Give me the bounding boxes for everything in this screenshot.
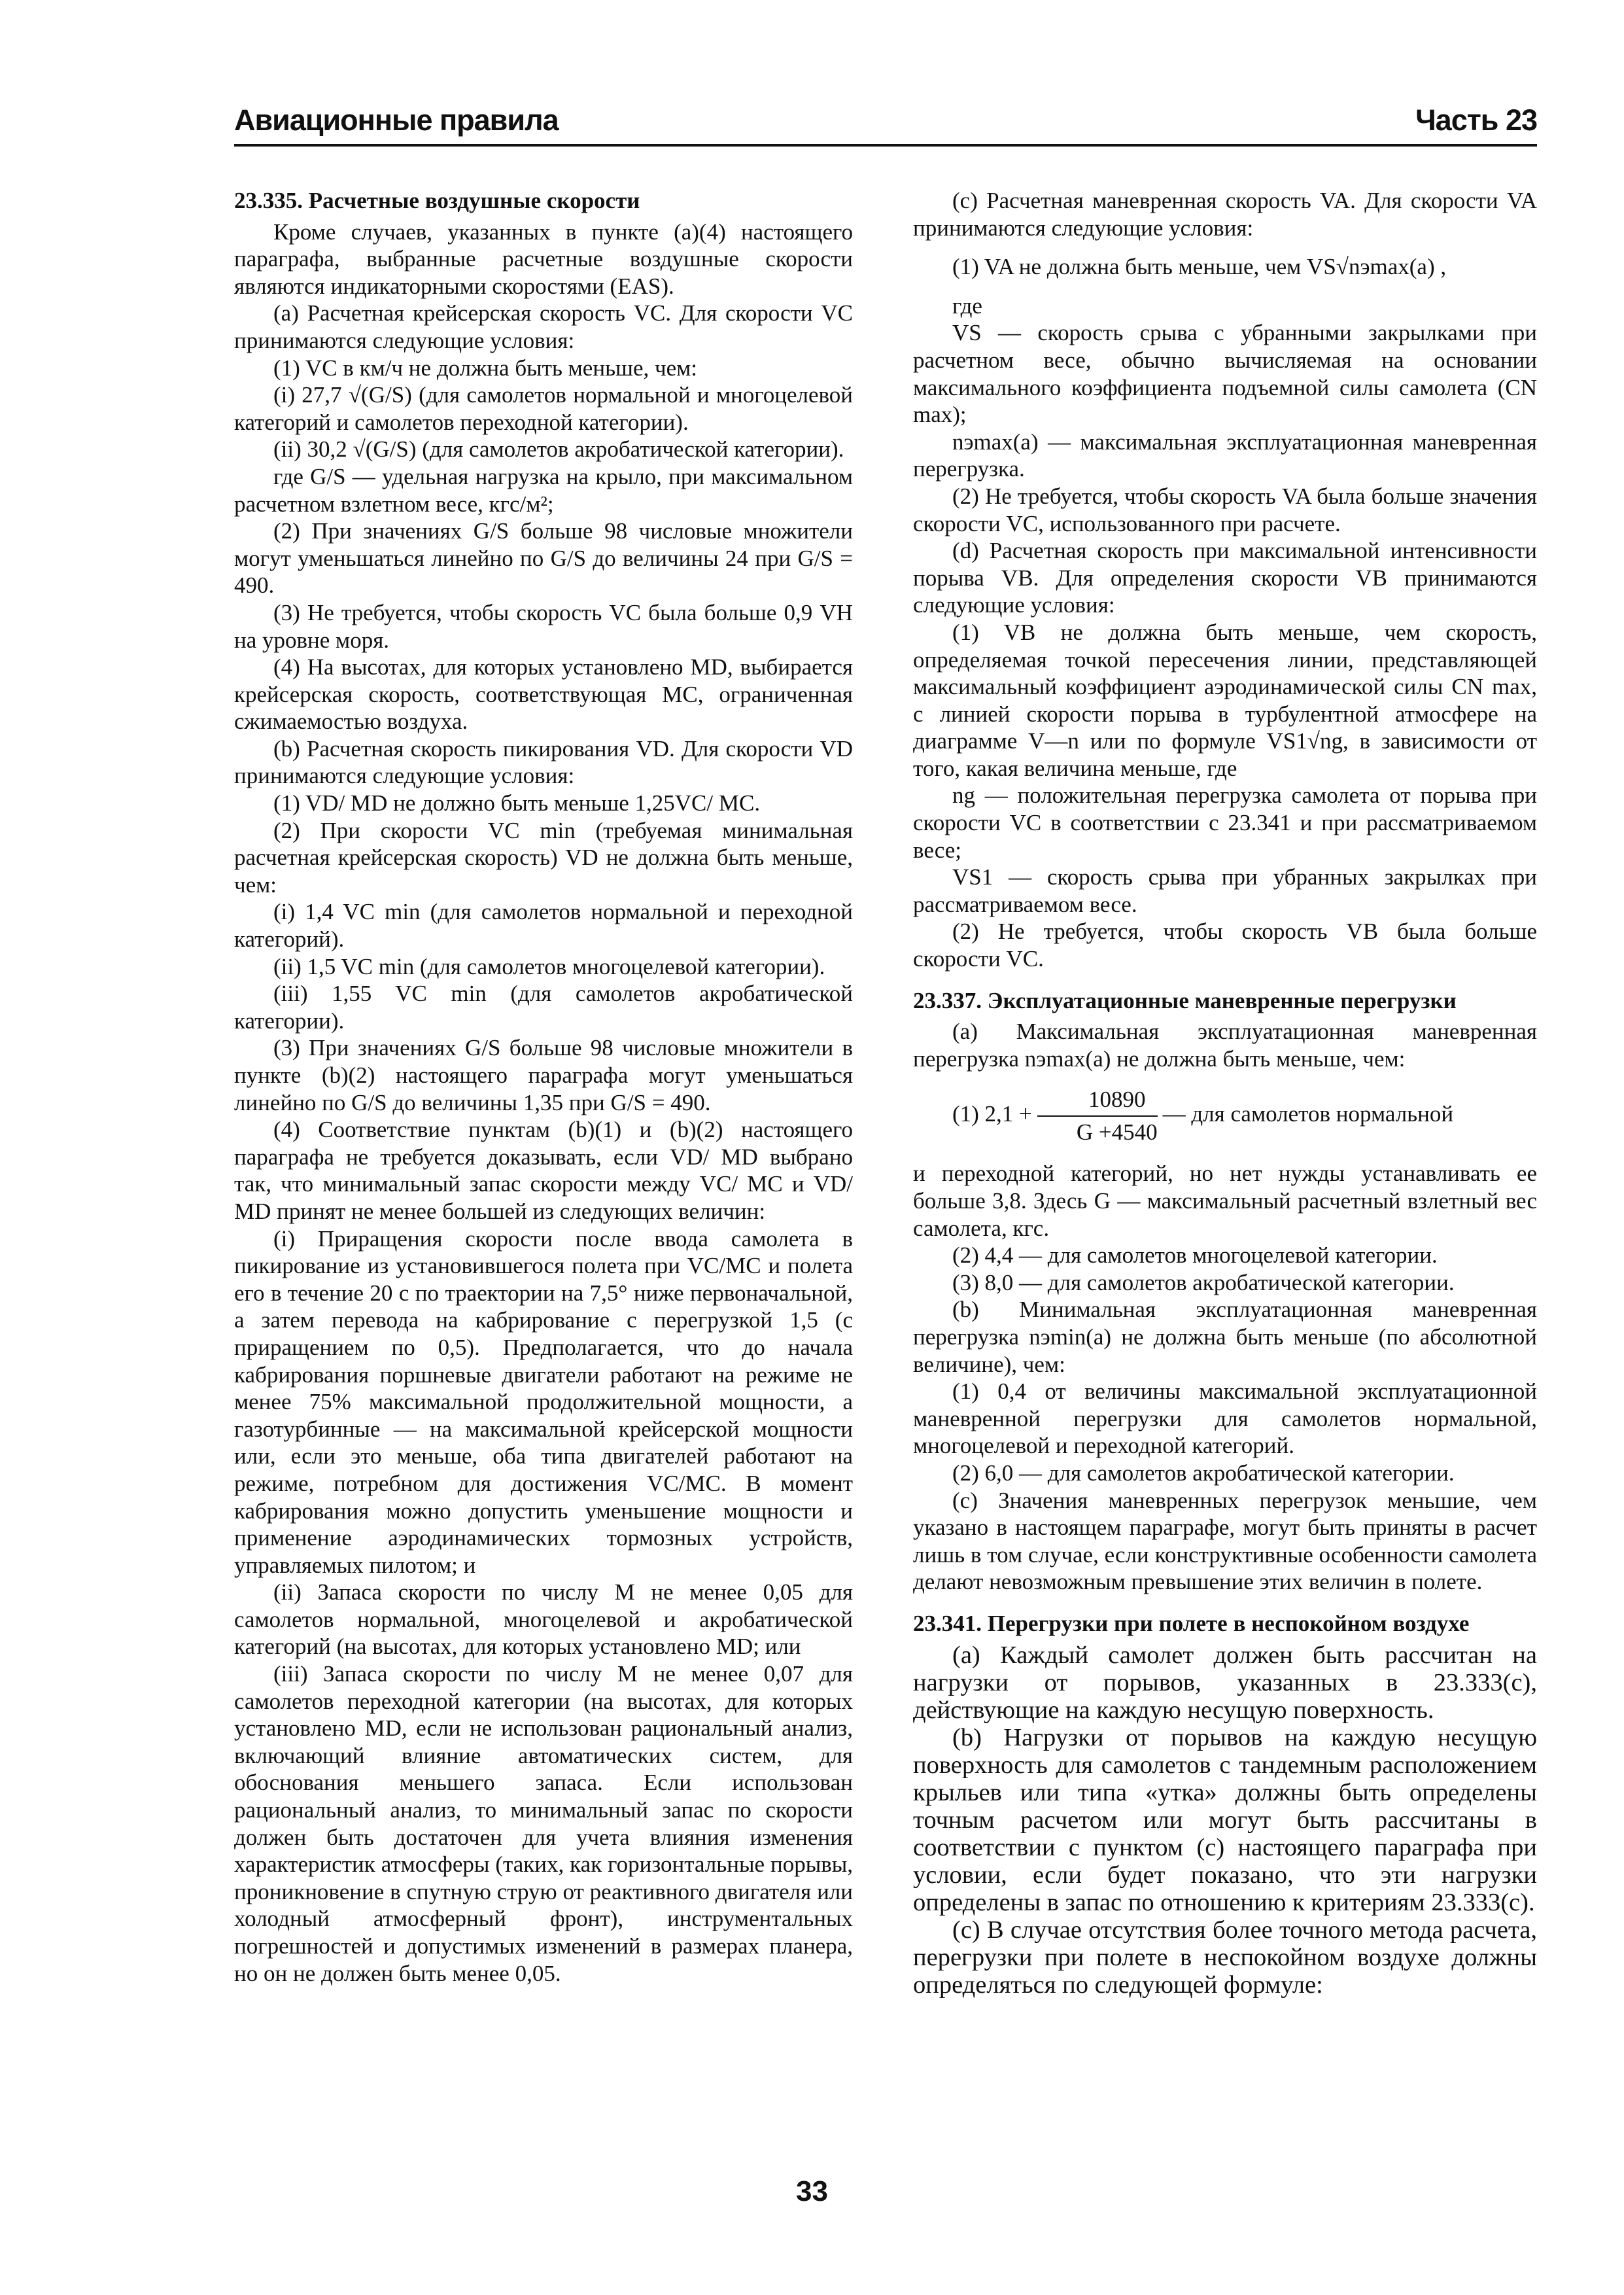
fraction-denominator: G +4540 bbox=[1076, 1119, 1158, 1146]
paragraph: (2) При скорости VC min (требуемая минимальная расчетная крейсерская скорость) VD не должна быть меньше, чем: bbox=[234, 817, 853, 898]
paragraph: VS — скорость срыва с убранными закрылками при расчетном весе, обычно вычисляемая на основании максимального коэффициента подъемной силы самолета (CN max); bbox=[913, 320, 1537, 428]
right-column bbox=[913, 187, 1537, 1999]
paragraph: nэmax(a) — максимальная эксплуатационная маневренная перегрузка. bbox=[913, 429, 1537, 482]
paragraph: (с) Расчетная маневренная скорость VA. Для скорости VA принимаются следующие условия: bbox=[913, 188, 1537, 241]
paragraph: ng — положительная перегрузка самолета от порыва при скорости VC в соответствии с 23.341 и при рассматриваемом весе; bbox=[913, 782, 1537, 863]
paragraph: (2) При значениях G/S больше 98 числовые множители могут уменьшаться линейно по G/S до величины 24 при G/S = 490. bbox=[234, 518, 853, 599]
header-title: Авиационные правила bbox=[234, 103, 559, 137]
paragraph: (d) Расчетная скорость при максимальной интенсивности порыва VB. Для определения скорости VB принимаются следующие условия: bbox=[913, 538, 1537, 618]
paragraph: (а) Расчетная крейсерская скорость VC. Для скорости VC принимаются следующие условия: bbox=[234, 300, 853, 353]
paragraph: (3) 8,0 — для самолетов акробатической категории. bbox=[952, 1269, 1455, 1295]
left-column bbox=[234, 187, 853, 1987]
formula-suffix: — для самолетов нормальной bbox=[1162, 1101, 1454, 1127]
paragraph: (с) Значения маневренных перегрузок меньшие, чем указано в настоящем параграфе, могут быть приняты в расчет лишь в том случае, если конструктивные особенности самолета делают невозможным превышение этих величин в полете. bbox=[913, 1487, 1537, 1595]
paragraph: (3) Не требуется, чтобы скорость VC была больше 0,9 VH на уровне моря. bbox=[234, 599, 853, 653]
paragraph: (2) 6,0 — для самолетов акробатической категории. bbox=[952, 1460, 1455, 1486]
paragraph: (b) Расчетная скорость пикирования VD. Для скорости VD принимаются следующие условия: bbox=[234, 735, 853, 789]
paragraph: (1) VD/ MD не должно быть меньше 1,25VC/ MC. bbox=[273, 790, 761, 816]
paragraph: (3) При значениях G/S больше 98 числовые множители в пункте (b)(2) настоящего параграфа могут уменьшаться линейно по G/S до величины 1,35 при G/S = 490. bbox=[234, 1035, 853, 1115]
paragraph: (i) Приращения скорости после ввода самолета в пикирование из установившегося полета при VC/MC и полета его в течение 20 с по траектории на 7,5° ниже первоначальной, а затем перевода на кабрирование с перегрузкой 1,5 (с приращением по 0,5). Предполагается, что до начала кабрирования поршневые двигатели работают на режиме не менее 75% максимальной продолжительной мощности, а газотурбинные — на максимальной крейсерской мощности или, если это меньше, оба типа двигателей работают на режиме, потребном для достижения VC/MC. В момент кабрирования можно допустить уменьшение мощности и применение аэродинамических тормозных устройств, управляемых пилотом; и bbox=[234, 1225, 853, 1578]
paragraph: (2) 4,4 — для самолетов многоцелевой категории. bbox=[952, 1242, 1438, 1269]
paragraph: (iii) 1,55 VC min (для самолетов акробатической категории). bbox=[234, 981, 853, 1034]
paragraph: где bbox=[952, 292, 982, 319]
paragraph: (i) 1,4 VC min (для самолетов нормальной и переходной категорий). bbox=[234, 899, 853, 953]
paragraph: где G/S — удельная нагрузка на крыло, при максимальном расчетном взлетном весе, кгс/м²; bbox=[234, 463, 853, 517]
paragraph: (а) Каждый самолет должен быть рассчитан на нагрузки от порывов, указанных в 23.333(с), действующие на каждую несущую поверхность. bbox=[913, 1641, 1537, 1724]
paragraph: (iii) Запаса скорости по числу М не менее 0,07 для самолетов переходной категории (на высотах, для которых установлено MD, если не использован рациональный анализ, включающий влияние автоматических систем, для обоснования меньшего запаса. Если использован рациональный анализ, то минимальный запас по скорости должен быть достаточен для учета влияния изменения характеристик атмосферы (таких, как горизонтальные порывы, проникновение в спутную струю от реактивного двигателя или холодный атмосферный фронт), инструментальных погрешностей и допустимых изменений в размерах планера, но он не должен быть менее 0,05. bbox=[234, 1661, 853, 1986]
paragraph: (а) Максимальная эксплуатационная маневренная перегрузка nэmax(a) не должна быть меньше, чем: bbox=[913, 1019, 1537, 1072]
paragraph: (ii) 1,5 VC min (для самолетов многоцелевой категории). bbox=[273, 953, 825, 979]
fraction-numerator: 10890 bbox=[1037, 1084, 1158, 1117]
formula-prefix: (1) 2,1 + bbox=[952, 1101, 1032, 1127]
section-heading: 23.335. Расчетные воздушные скорости bbox=[234, 188, 640, 213]
paragraph: (1) 0,4 от величины максимальной эксплуатационной маневренной перегрузки для самолетов нормальной, многоцелевой и переходной категорий. bbox=[913, 1378, 1537, 1459]
paragraph: VS1 — скорость срыва при убранных закрылках при рассматриваемом весе. bbox=[913, 864, 1537, 917]
paragraph: (ii) Запаса скорости по числу М не менее 0,05 для самолетов нормальной, многоцелевой и акробатической категорий (на высотах, для которых установлено MD; или bbox=[234, 1579, 853, 1660]
paragraph: (1) VC в км/ч не должна быть меньше, чем: bbox=[273, 355, 698, 381]
paragraph: и переходной категорий, но нет нужды устанавливать ее больше 3,8. Здесь G — максимальный расчетный взлетный вес самолета, кгс. bbox=[913, 1161, 1537, 1241]
formula-fraction bbox=[1037, 1084, 1158, 1148]
header-part: Часть 23 bbox=[1415, 103, 1537, 137]
paragraph: (4) Соответствие пунктам (b)(1) и (b)(2) настоящего параграфа не требуется доказывать, если VD/ MD выбрано так, что минимальный запас скорости между VC/ MC и VD/ MD принят не менее большей из следующих величин: bbox=[234, 1117, 853, 1224]
paragraph: (2) Не требуется, чтобы скорость VA была больше значения скорости VC, использованного при расчете. bbox=[913, 483, 1537, 536]
paragraph: (1) VB не должна быть меньше, чем скорость, определяемая точкой пересечения линии, представляющей максимальный коэффициент аэродинамической силы CN max, с линией скорости порыва в турбулентной атмосфере на диаграмме V—n или по формуле VS1√ng, в зависимости от того, какая величина меньше, где bbox=[913, 619, 1537, 781]
paragraph: (i) 27,7 √(G/S) (для самолетов нормальной и многоцелевой категорий и самолетов переходной категории). bbox=[234, 382, 853, 435]
paragraph: (2) Не требуется, чтобы скорость VB была больше скорости VC. bbox=[913, 919, 1537, 972]
section-heading: 23.337. Эксплуатационные маневренные перегрузки bbox=[913, 987, 1457, 1013]
paragraph: (с) В случае отсутствия более точного метода расчета, перегрузки при полете в неспокойном воздухе должны определяться по следующей формуле: bbox=[913, 1916, 1537, 1999]
paragraph: (ii) 30,2 √(G/S) (для самолетов акробатической категории). bbox=[273, 436, 844, 463]
speed-formula: (1) VA не должна быть меньше, чем VS√nэmax(a) , bbox=[952, 254, 1447, 280]
paragraph: (b) Минимальная эксплуатационная маневренная перегрузка nэmin(a) не должна быть меньше (по абсолютной величине), чем: bbox=[913, 1297, 1537, 1377]
page-number: 33 bbox=[796, 2175, 828, 2207]
paragraph: Кроме случаев, указанных в пункте (а)(4) настоящего параграфа, выбранные расчетные воздушные скорости являются индикаторными скоростями (EAS). bbox=[234, 219, 853, 299]
load-factor-formula bbox=[913, 1084, 1537, 1148]
section-heading: 23.341. Перегрузки при полете в неспокойном воздухе bbox=[913, 1610, 1470, 1636]
running-header bbox=[234, 98, 1537, 147]
paragraph: (b) Нагрузки от порывов на каждую несущую поверхность для самолетов с тандемным расположением крыльев или типа «утка» должны быть определены точным расчетом или могут быть рассчитаны в соответствии с пунктом (с) настоящего параграфа при условии, если будет показано, что эти нагрузки определены в запас по отношению к критериям 23.333(с). bbox=[913, 1723, 1537, 1916]
paragraph: (4) На высотах, для которых установлено MD, выбирается крейсерская скорость, соответствующая MC, ограниченная сжимаемостью воздуха. bbox=[234, 654, 853, 735]
